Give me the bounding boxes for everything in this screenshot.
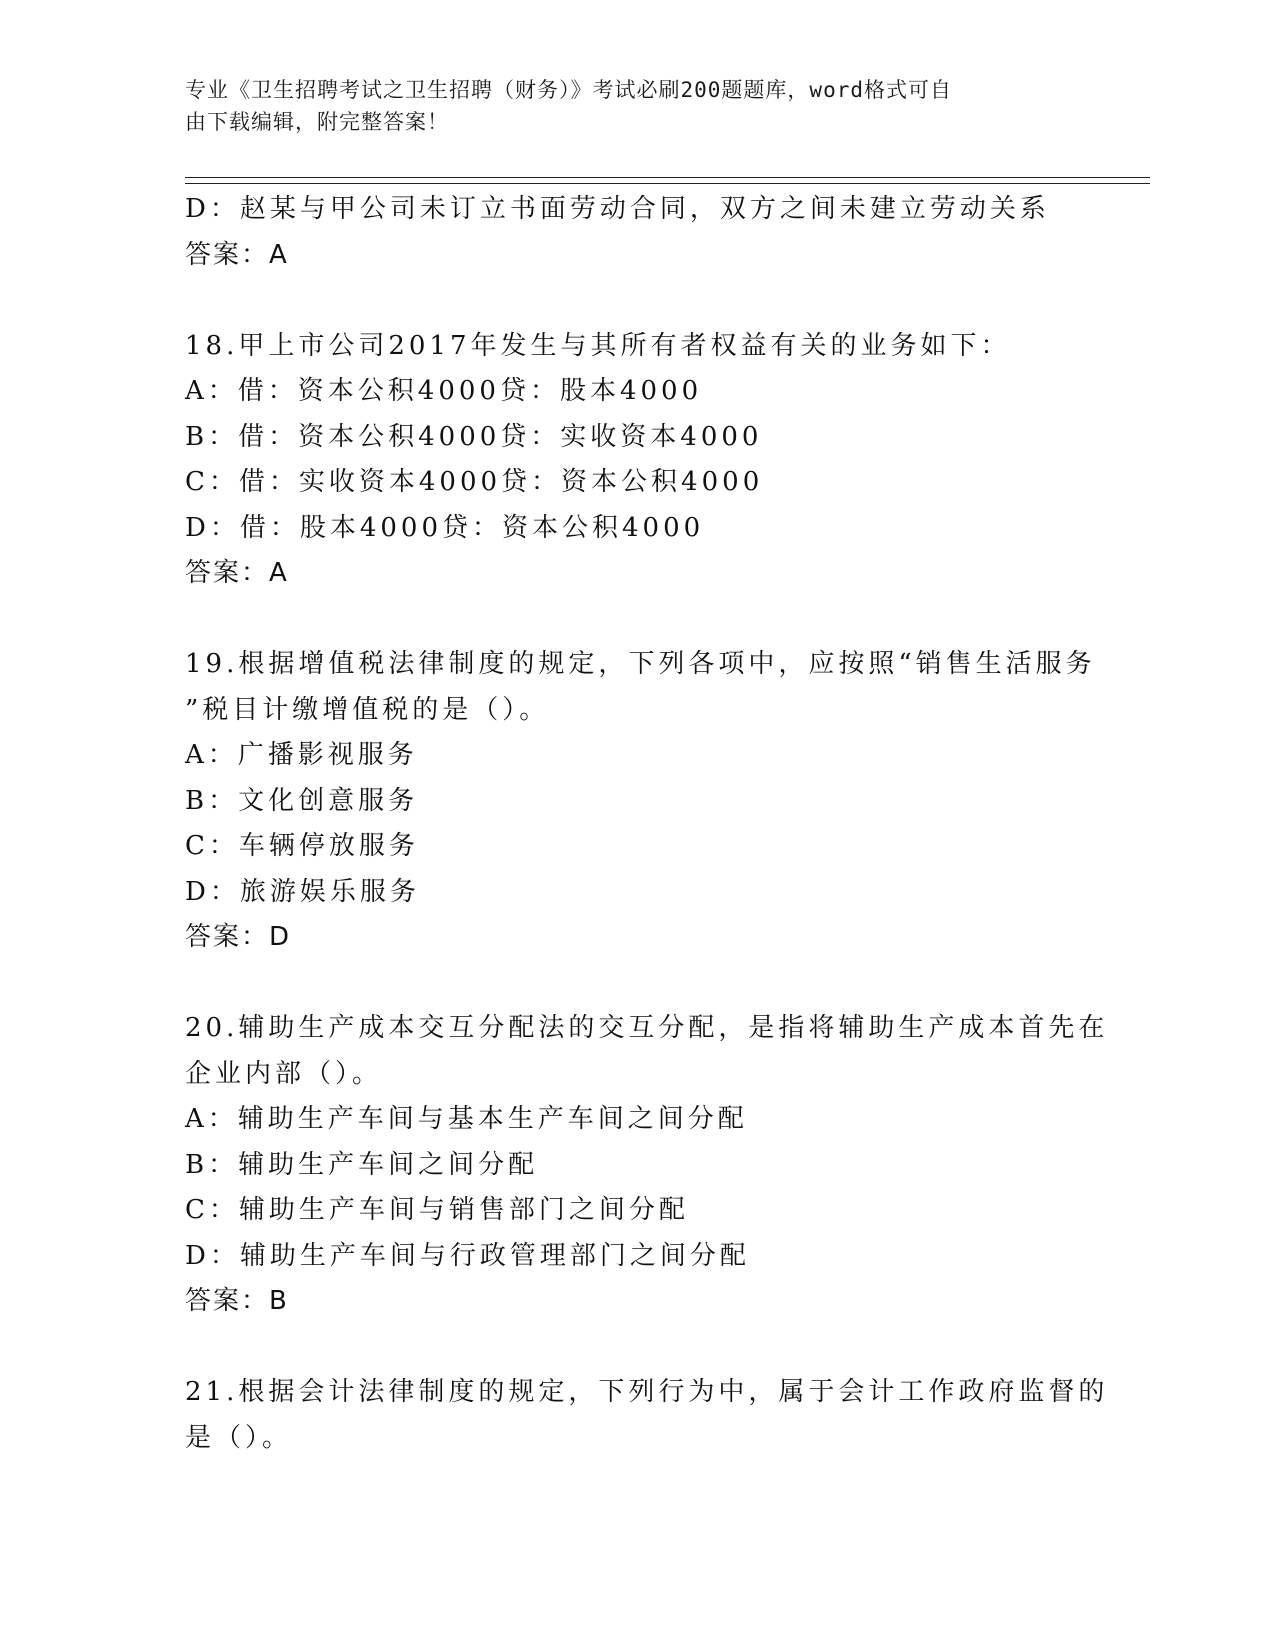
question-stem-line-2: ”税目计缴增值税的是（）。 — [185, 694, 550, 725]
option-c: C：车辆停放服务 — [185, 831, 419, 861]
option-c: C：借：实收资本4000贷：资本公积4000 — [185, 467, 764, 497]
answer-label: 答案：A — [185, 558, 289, 588]
spacer — [185, 278, 1085, 324]
question-stem-line-1: 20.辅助生产成本交互分配法的交互分配，是指将辅助生产成本首先在 — [185, 1013, 1109, 1043]
option-b: B：借：资本公积4000贷：实收资本4000 — [185, 421, 763, 452]
answer-label: 答案：A — [185, 239, 289, 270]
question-stem-line-2: 企业内部（）。 — [185, 1058, 383, 1089]
question-21 — [185, 1370, 1109, 1461]
header-line-2: 由下载编辑，附完整答案！ — [185, 110, 449, 134]
header-rule-top — [185, 177, 1150, 178]
question-stem: 18.甲上市公司2017年发生与其所有者权益有关的业务如下： — [185, 330, 1011, 361]
option-d: D：旅游娱乐服务 — [185, 876, 420, 907]
option-b: B：文化创意服务 — [185, 785, 419, 816]
option-a: A：借：资本公积4000贷：股本4000 — [185, 376, 703, 406]
header-rule-bottom — [185, 183, 1150, 184]
header-line-1: 专业《卫生招聘考试之卫生招聘（财务）》考试必刷200题题库，word格式可自 — [185, 78, 952, 102]
answer-label: 答案：D — [185, 922, 292, 952]
question-18 — [185, 324, 1085, 597]
option-d: D：借：股本4000贷：资本公积4000 — [185, 512, 705, 543]
question-20 — [185, 1006, 1109, 1325]
answer-label: 答案：B — [185, 1286, 289, 1316]
option-a: A：广播影视服务 — [185, 740, 418, 770]
question-stem-line-2: 是（）。 — [185, 1422, 293, 1453]
spacer — [185, 597, 1085, 643]
question-stem-line-1: 19.根据增值税法律制度的规定，下列各项中，应按照“销售生活服务 — [185, 649, 1096, 679]
question-19 — [185, 642, 1096, 961]
option-b: B：辅助生产车间之间分配 — [185, 1149, 539, 1180]
option-c: C：辅助生产车间与销售部门之间分配 — [185, 1195, 689, 1225]
option-d: D：赵某与甲公司未订立书面劳动合同，双方之间未建立劳动关系 — [185, 194, 1050, 224]
option-d: D：辅助生产车间与行政管理部门之间分配 — [185, 1240, 750, 1271]
spacer — [185, 1325, 1085, 1371]
question-17-tail — [185, 187, 1085, 278]
question-stem-line-1: 21.根据会计法律制度的规定，下列行为中，属于会计工作政府监督的 — [185, 1377, 1109, 1407]
option-a: A：辅助生产车间与基本生产车间之间分配 — [185, 1104, 748, 1134]
page-header — [185, 74, 1065, 138]
spacer — [185, 961, 1085, 1007]
question-content — [185, 187, 1109, 1461]
